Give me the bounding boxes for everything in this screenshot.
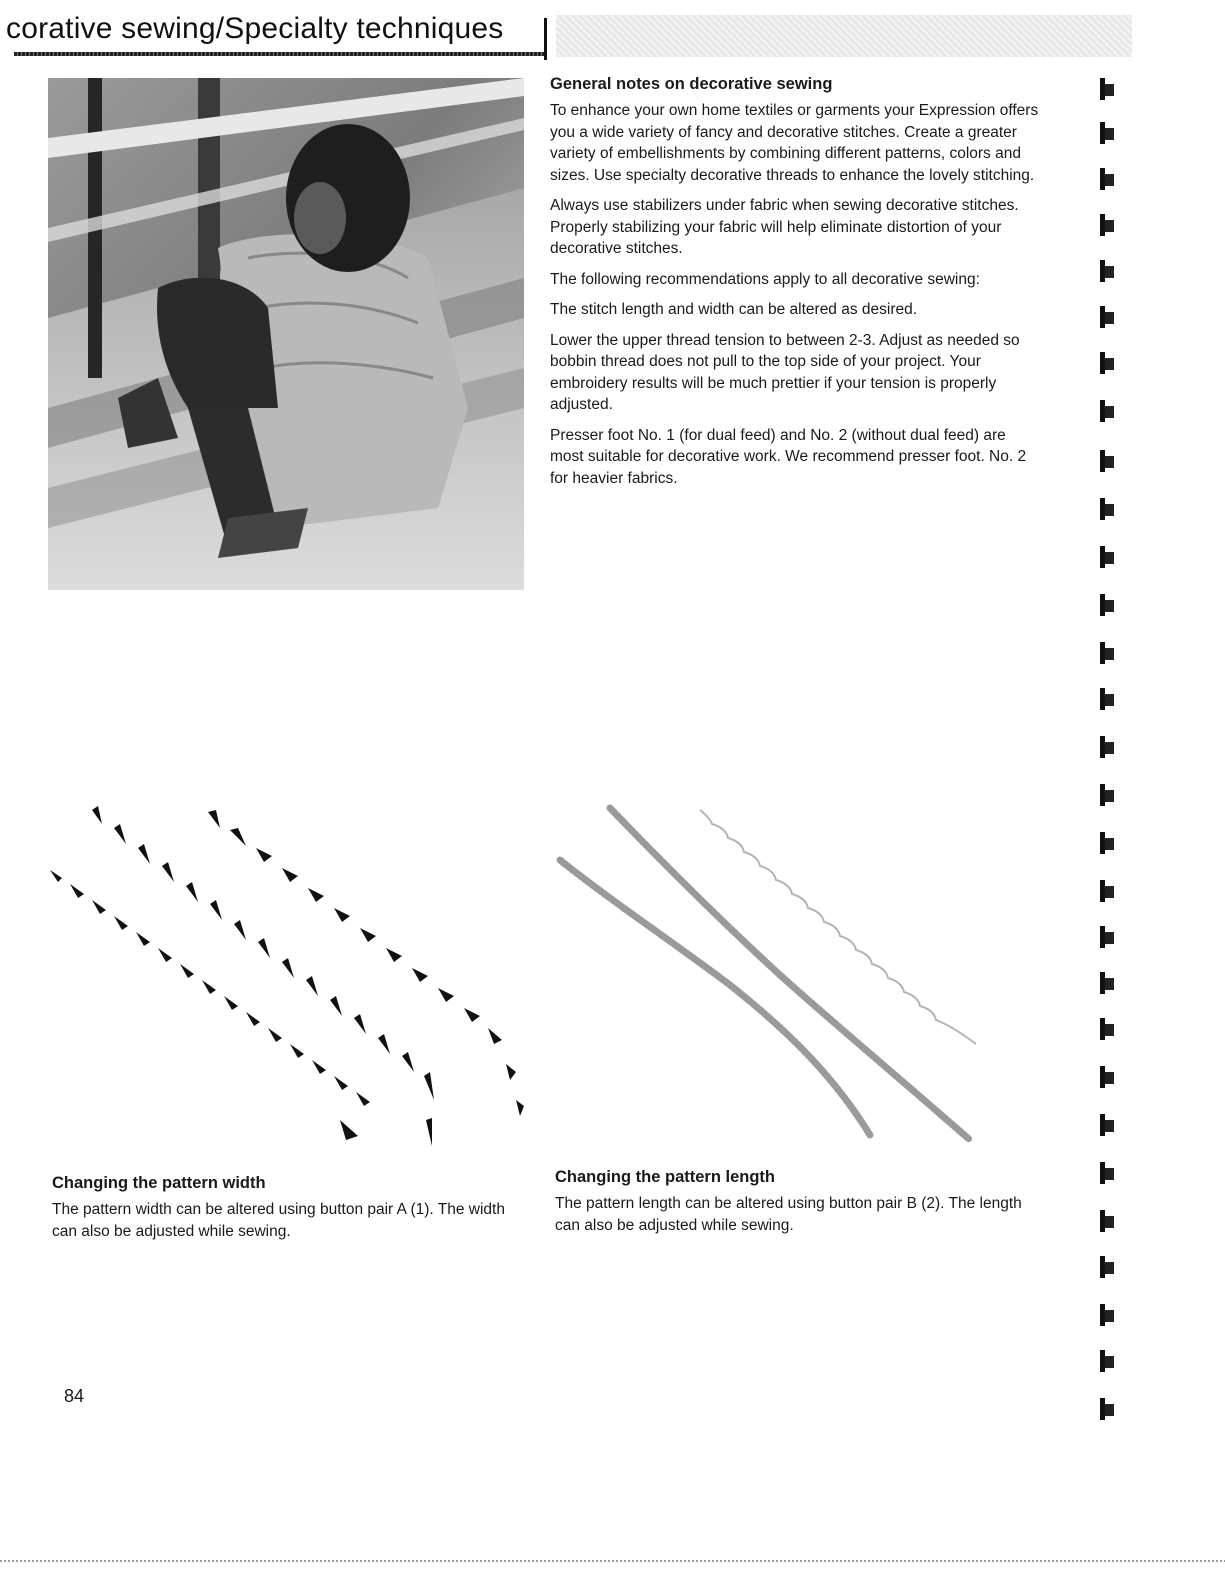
intro-paragraph: Always use stabilizers under fabric when sewing decorative stitches. Properly stabilizing your fabric will help eliminate distortion of your decorative stitches. bbox=[550, 197, 1019, 257]
index-tab-mark bbox=[1100, 78, 1114, 100]
woman-sitting-on-stairs-photo bbox=[48, 78, 524, 590]
pattern-width-text: The pattern width can be altered using button pair A (1). The width can also be adjusted while sewing. bbox=[52, 1201, 505, 1240]
header-gray-band bbox=[556, 15, 1132, 57]
index-tab-mark bbox=[1100, 306, 1114, 328]
thumb-index-marks bbox=[1090, 0, 1140, 1585]
pattern-width-stitch-illustration bbox=[40, 800, 540, 1150]
index-tab-mark bbox=[1100, 832, 1114, 854]
pattern-width-caption bbox=[52, 1174, 532, 1242]
index-tab-mark bbox=[1100, 1350, 1114, 1372]
pattern-length-text: The pattern length can be altered using button pair B (2). The length can also be adjusted while sewing. bbox=[555, 1195, 1022, 1234]
index-tab-mark bbox=[1100, 1256, 1114, 1278]
index-tab-mark bbox=[1100, 594, 1114, 616]
bottom-border bbox=[0, 1560, 1225, 1562]
index-tab-mark bbox=[1100, 736, 1114, 758]
index-tab-mark bbox=[1100, 972, 1114, 994]
index-tab-mark bbox=[1100, 1018, 1114, 1040]
index-tab-mark bbox=[1100, 498, 1114, 520]
index-tab-mark bbox=[1100, 1066, 1114, 1088]
index-tab-mark bbox=[1100, 784, 1114, 806]
pattern-length-stitch-illustration bbox=[550, 800, 1040, 1150]
pattern-width-heading: Changing the pattern width bbox=[52, 1174, 266, 1192]
index-tab-mark bbox=[1100, 352, 1114, 374]
intro-text-column bbox=[550, 75, 1040, 498]
page-header-title: corative sewing/Specialty techniques bbox=[6, 12, 504, 45]
pattern-length-caption bbox=[555, 1168, 1025, 1236]
index-tab-mark bbox=[1100, 546, 1114, 568]
intro-paragraph: Presser foot No. 1 (for dual feed) and No. 2 (without dual feed) are most suitable for decorative work. We recommend presser foot. No. 2 for heavier fabrics. bbox=[550, 426, 1027, 487]
index-tab-mark bbox=[1100, 1398, 1114, 1420]
header-separator bbox=[544, 18, 547, 60]
intro-heading: General notes on decorative sewing bbox=[550, 75, 833, 93]
index-tab-mark bbox=[1100, 880, 1114, 902]
index-tab-mark bbox=[1100, 642, 1114, 664]
index-tab-mark bbox=[1100, 214, 1114, 236]
intro-paragraph: The stitch length and width can be altered as desired. bbox=[550, 301, 918, 318]
index-tab-mark bbox=[1100, 1210, 1114, 1232]
index-tab-mark bbox=[1100, 1114, 1114, 1136]
page-number: 84 bbox=[64, 1386, 85, 1406]
intro-paragraph: The following recommendations apply to all decorative sewing: bbox=[550, 270, 980, 288]
pattern-length-heading: Changing the pattern length bbox=[555, 1168, 775, 1186]
index-tab-mark bbox=[1100, 450, 1114, 472]
index-tab-mark bbox=[1100, 1304, 1114, 1326]
index-tab-mark bbox=[1100, 400, 1114, 422]
index-tab-mark bbox=[1100, 260, 1114, 282]
index-tab-mark bbox=[1100, 122, 1114, 144]
intro-paragraph: Lower the upper thread tension to between 2-3. Adjust as needed so bobbin thread does not pull to the top side of your project. Your embroidery results will be much prettier if your tension is properly adjusted. bbox=[550, 331, 1020, 413]
header-underline bbox=[14, 52, 544, 56]
index-tab-mark bbox=[1100, 688, 1114, 710]
index-tab-mark bbox=[1100, 1162, 1114, 1184]
intro-paragraph: To enhance your own home textiles or garments your Expression offers you a wide variety of fancy and decorative stitches. Create a greater variety of embellishments by combining different patterns, colors and sizes. Use specialty decorative threads to enhance the lovely stitching. bbox=[550, 102, 1039, 184]
index-tab-mark bbox=[1100, 168, 1114, 190]
index-tab-mark bbox=[1100, 926, 1114, 948]
